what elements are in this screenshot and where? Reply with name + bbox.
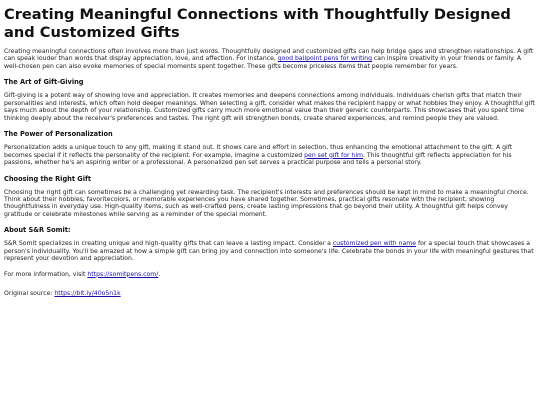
more-info-text: For more information, visit <box>4 270 88 278</box>
original-source-link[interactable]: https://bit.ly/40o5n1k <box>54 290 121 298</box>
section-heading-about: About S&R Somit: <box>4 226 71 235</box>
original-source-label: Original source: <box>4 290 55 298</box>
original-source-paragraph <box>4 290 535 297</box>
intro-text-b: can inspire creativity in your friends or family. A well-chosen pen can also evoke memories of special moments spent together. These gifts become priceless items that people remember for years. <box>4 55 522 70</box>
page-title: Creating Meaningful Connections with Thoughtfully Designed and Customized Gifts <box>4 6 511 41</box>
section-heading-art: The Art of Gift-Giving <box>4 78 84 87</box>
about-text-a: S&R Somit specializes in creating unique and high-quality gifts that can leave a lasting impact. Consider a <box>4 240 333 248</box>
section-heading-personalization: The Power of Personalization <box>4 130 113 139</box>
more-info-period: . <box>158 270 161 278</box>
customized-pen-link[interactable]: customized pen with name <box>332 240 416 248</box>
section-paragraph-choosing: Choosing the right gift can sometimes be a challenging yet rewarding task. The recipient's interests and preferences should be kept in mind to make a meaningful choice. Think about their hobbies, favoritecolors, or memorable experiences you have shared together. Sometimes, practical gifts resonate with the recipient, showing thoughtfulness in everyday use. High-quality items, such as well-crafted pens, create lasting impressions that go beyond their utility. A thoughtful gift helps convey gratitude or celebrate milestones while serving as a reminder of the special moment. <box>4 188 529 218</box>
more-info-paragraph <box>4 271 535 278</box>
section-paragraph-art: Gift-giving is a potent way of showing love and appreciation. It creates memories and deepens connections among individuals. Individuals cherish gifts that match their personalities and interests, which often hold deeper meanings. When selecting a gift, consider what makes the recipient happy or what hobbies they enjoy. A thoughtful gift says much about the depth of your relationship. Customized gifts carry much more emotional value than their generic counterparts. This showcases that you spent time thinking deeply about the receiver's preferences and tastes. The right gift will strengthen bonds, create shared experiences, and remind people they are valued. <box>4 92 535 122</box>
pen-set-gift-link[interactable]: pen set gift for him <box>304 151 364 159</box>
somitpens-link[interactable]: https://somitpens.com/ <box>87 270 159 278</box>
about-text-b: for a special touch that showcases a person's individuality. You'll be amazed at how a simple gift can bring joy and connection into someone's life. Celebrate the bonds in your life with meaningful gestures that represent your devotion and appreciation. <box>4 240 534 263</box>
ballpoint-pens-link[interactable]: good ballpoint pens for writing <box>277 55 372 63</box>
section-paragraph-personalization <box>4 144 535 166</box>
personalization-text-a: Personalization adds a unique touch to any gift, making it stand out. It shows care and effort in selection, thus enhancing the emotional attachment to the gift. A gift becomes special if it reflects the personality of the recipient. For example, imagine a customized <box>4 144 513 159</box>
section-paragraph-about <box>4 240 535 262</box>
personalization-text-b: . This thoughtful gift reflects appreciation for his passions, whether he's an aspiring writer or a professional. A personalized pen set serves a practical purpose and tells a personal story. <box>4 151 512 167</box>
section-heading-choosing: Choosing the Right Gift <box>4 174 91 183</box>
intro-paragraph <box>4 48 535 70</box>
intro-text-a: Creating meaningful connections often involves more than just words. Thoughtfully designed and customized gifts can help bridge gaps and strengthen relationships. A gift can speak louder than words that display appreciation, love, and affection. For instance, <box>4 48 534 63</box>
